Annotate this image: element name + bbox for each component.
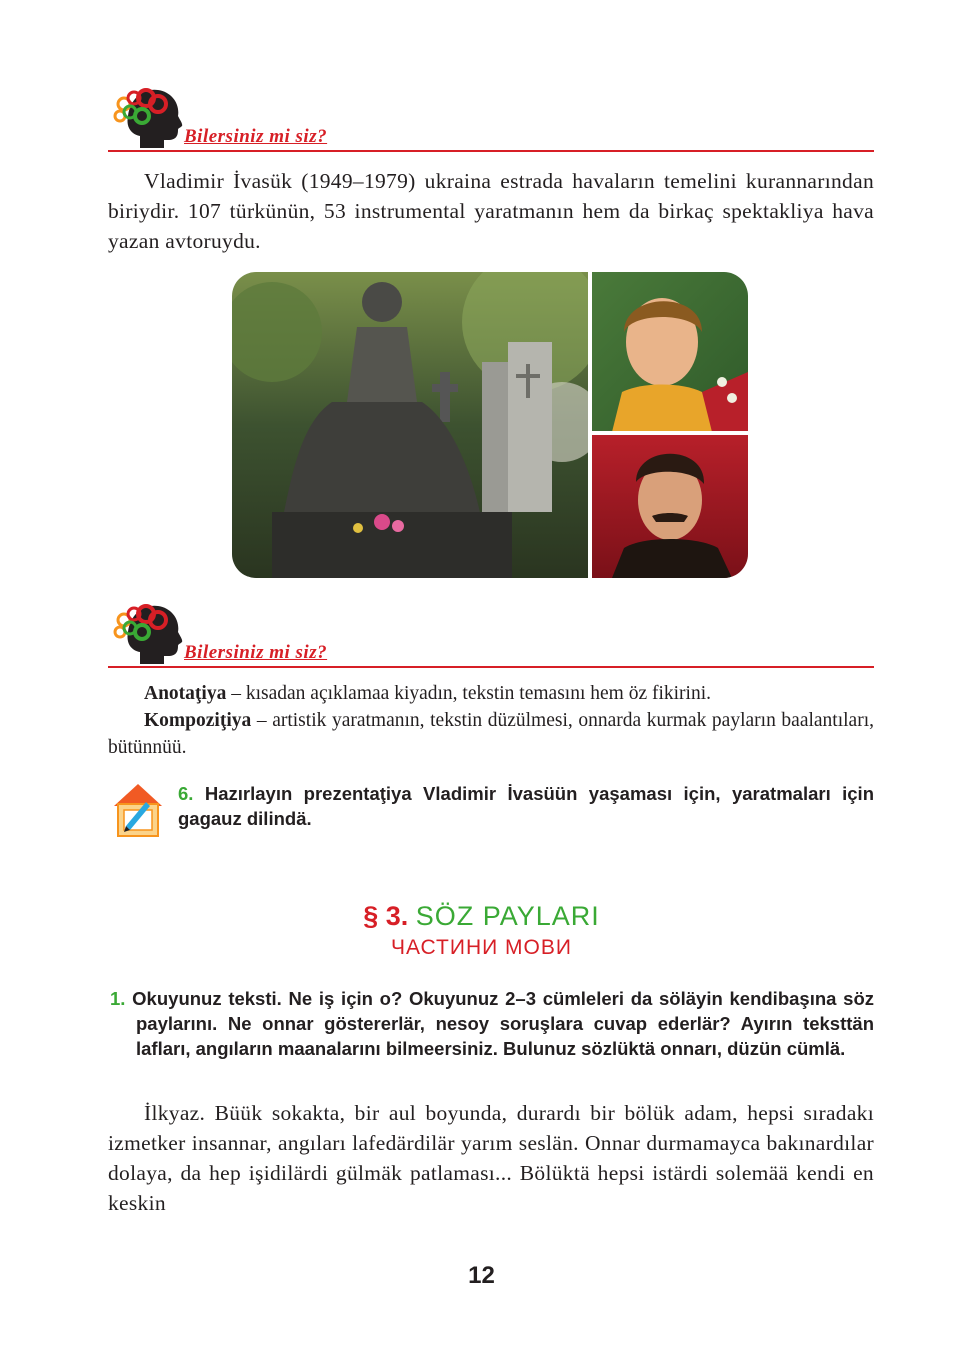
- section-title: [0, 898, 963, 962]
- section-number: § 3.: [363, 901, 409, 931]
- reading-paragraph: İlkyaz. Büük sokakta, bir aul boyunda, durardı bir bölük adam, hepsi sıradakı izmetker insannar, angıları lafedärdilär yarım seslän. Onnar durmamayca bakınardılar dolaya, da hep işidilärdi gülmäk patlaması... Bölüktä hepsi istärdi solemää kendi en keskin: [108, 1101, 874, 1215]
- info-box-heading: [108, 82, 874, 152]
- info-box-text: [108, 166, 874, 256]
- house-pencil-icon: [112, 780, 164, 838]
- task-6: [178, 781, 874, 831]
- brain-gears-icon: [110, 598, 186, 668]
- section-name: SÖZ PAYLARI: [415, 901, 600, 931]
- heading-rule: [108, 666, 874, 668]
- task-house-icon: [112, 780, 164, 838]
- brain-gears-icon: [110, 82, 186, 152]
- info-box-title: Bilersiniz mi siz?: [184, 642, 328, 663]
- term-kompozitiya: Kompoziţiya: [144, 710, 252, 731]
- task-text: Okuyunuz teksti. Ne iş için o? Okuyunuz 2–3 cümleleri da söläyin kendibaşına söz paylarını. Ne onnar göstererlär, nesoy soruşlara cuvap ederlär? Ayırın teksttän lafları, angıların maanalarını bilmeersiniz. Bulunuz sözlüktä onnarı, düzün cümlä.: [132, 988, 874, 1059]
- definition-kompozitiya: – artistik yaratmanın, tekstin düzülmesi, onnarda kurmak payların baalantıları, bütünnüü.: [108, 710, 874, 758]
- reading-text: [108, 1098, 874, 1218]
- section-subtitle: ЧАСТИНИ МОВИ: [391, 936, 572, 959]
- task-text: Hazırlayın prezentaţiya Vladimir İvasüün yaşaması için, yaratmaları için gagauz dilindä.: [178, 783, 874, 829]
- task-number: 6.: [178, 783, 194, 804]
- ivasuk-photos-image: [232, 272, 748, 578]
- info-box-heading-2: [108, 598, 874, 668]
- info-paragraph: Vladimir İvasük (1949–1979) ukraina estrada havaların temelini kurannarından biriydir. 107 türkünün, 53 instrumental yaratmanın hem da birkaç spektakliya hava yazan avtoruydu.: [108, 169, 874, 253]
- task-number: 1.: [110, 988, 126, 1009]
- photo-collage: [232, 272, 748, 578]
- heading-rule: [108, 150, 874, 152]
- info-box-title: Bilersiniz mi siz?: [184, 126, 328, 147]
- task-1: [110, 986, 874, 1061]
- definitions: [108, 680, 874, 761]
- page-number: 12: [468, 1262, 495, 1289]
- definition-anotatiya: – kısadan açıklamaa kiyadın, tekstin temasını hem öz fikirini.: [226, 683, 712, 704]
- term-anotatiya: Anotaţiya: [144, 683, 227, 704]
